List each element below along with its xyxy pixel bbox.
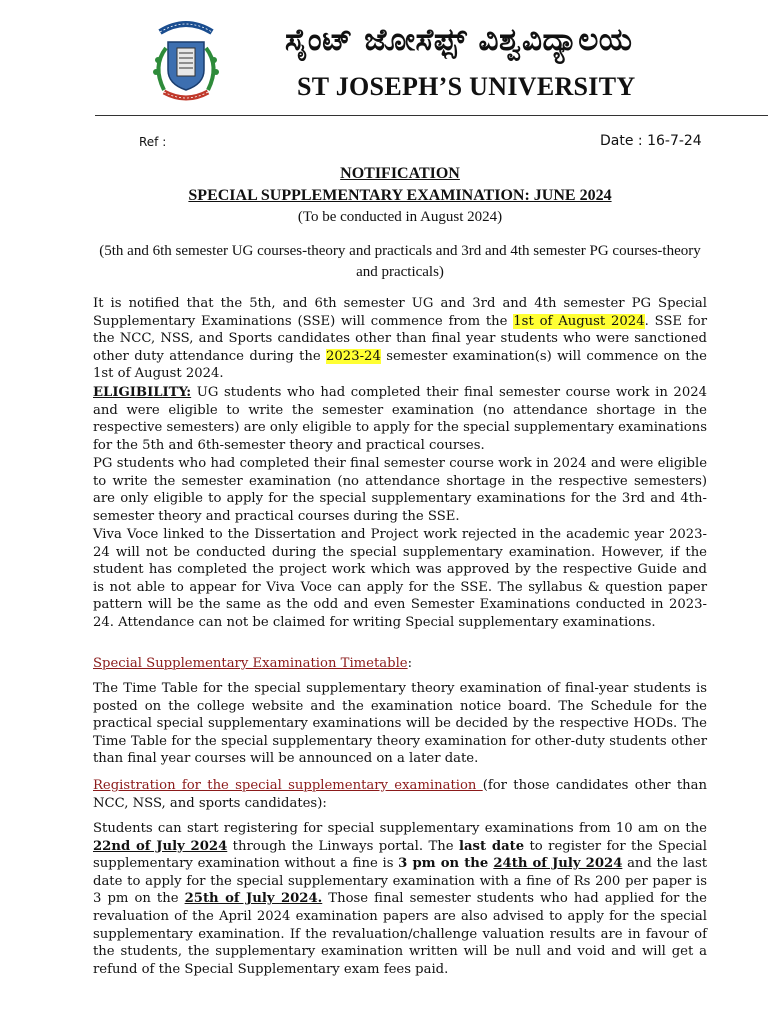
registration-title-rest: (for those candidates other than NCC, NSS, and sports candidates): bbox=[93, 778, 707, 811]
university-name-kannada: ಸೈಂಟ್ ಜೋಸೆಫ್ಸ್ ವಿಶ್ವವಿದ್ಯಾಲಯ bbox=[285, 22, 633, 58]
registration-text-4: and the last date to apply for the special supplementary examination with a fine of Rs 200 per paper is 3 pm on the bbox=[93, 856, 708, 907]
timetable-heading bbox=[93, 655, 707, 673]
timetable-paragraph bbox=[93, 680, 707, 768]
university-crest-logo bbox=[146, 18, 226, 106]
exam-title: SPECIAL SUPPLEMENTARY EXAMINATION: JUNE 2024 bbox=[188, 187, 612, 204]
pg-eligibility-paragraph bbox=[93, 455, 707, 525]
deadline-date-with-fine: 25th of July 2024. bbox=[184, 891, 323, 907]
pg-eligibility-text: PG students who had completed their final semester course work in 2024 and were eligible to write the semester examination (no attendance shortage in the respective semesters) are only eligible to apply for the special supplementary examinations for the 3rd and 4th-semester theory and practical courses during the SSE. bbox=[93, 456, 707, 524]
intro-text-b: . SSE for the NCC, NSS, and Sports candidates other than final year students who were sanctioned other duty attendance during the bbox=[93, 313, 707, 364]
last-date-label: last date bbox=[458, 838, 525, 854]
academic-year-highlight: 2023-24 bbox=[326, 348, 381, 364]
intro-paragraph bbox=[93, 295, 707, 383]
university-name-english: ST JOSEPH’S UNIVERSITY bbox=[297, 72, 636, 101]
intro-text-a: It is notified that the 5th, and 6th semester UG and 3rd and 4th semester PG Special Supplementary Examinations (SSE) will commence from the bbox=[93, 296, 707, 329]
registration-title: Registration for the special supplementary examination bbox=[93, 778, 483, 793]
courses-note: (5th and 6th semester UG courses-theory and practicals and 3rd and 4th semester PG courses-theory and practicals) bbox=[99, 243, 701, 280]
commence-date-highlight: 1st of August 2024 bbox=[513, 313, 645, 329]
notification-heading: NOTIFICATION bbox=[340, 165, 460, 182]
eligibility-label: ELIGIBILITY: bbox=[93, 385, 192, 400]
deadline-time: 3 pm on the bbox=[398, 856, 494, 872]
eligibility-paragraph bbox=[93, 384, 707, 454]
notice-date: Date : 16-7-24 bbox=[600, 133, 702, 149]
timetable-title: Special Supplementary Examination Timetable bbox=[93, 656, 408, 671]
registration-text-2: through the Linways portal. The bbox=[227, 838, 459, 854]
conducted-note: (To be conducted in August 2024) bbox=[297, 209, 503, 225]
reference-label: Ref : bbox=[139, 135, 167, 149]
registration-start-date: 22nd of July 2024 bbox=[93, 838, 228, 854]
deadline-date-no-fine: 24th of July 2024 bbox=[493, 856, 623, 872]
intro-text-c: semester examination(s) will commence on the 1st of August 2024. bbox=[93, 348, 707, 382]
viva-voce-text: Viva Voce linked to the Dissertation and Project work rejected in the academic year 2023-24 will not be conducted during the special supplementary examination. However, if the student has completed the project work which was approved by the respective Guide and is not able to appear for Viva Voce can apply for the SSE. The syllabus & question paper pattern will be the same as the odd and even Semester Examinations conducted in 2023-24. Attendance can not be claimed for writing Special supplementary examinations. bbox=[93, 527, 707, 630]
timetable-text: The Time Table for the special supplementary theory examination of final-year students is posted on the college website and the examination notice board. The Schedule for the practical special supplementary examinations will be decided by the respective HODs. The Time Table for the special supplementary theory examination for other-duty students other than final year courses will be announced on a later date. bbox=[93, 681, 707, 767]
timetable-colon: : bbox=[407, 656, 413, 671]
viva-voce-paragraph bbox=[93, 526, 707, 632]
registration-paragraph bbox=[93, 820, 707, 978]
registration-text-5: Those final semester students who had applied for the revaluation of the April 2024 examination papers are also advised to apply for the special supplementary examination. If the revaluation/challenge valuation results are in favour of the students, the supplementary examination written will be null and void and will get a refund of the Special Supplementary exam fees paid. bbox=[93, 891, 707, 977]
registration-text-1: Students can start registering for special supplementary examinations from 10 am on the bbox=[93, 821, 707, 836]
registration-text-3: to register for the Special supplementary examination without a fine is bbox=[93, 838, 707, 872]
registration-heading bbox=[93, 777, 707, 812]
eligibility-text: UG students who had completed their final semester course work in 2024 and were eligible to write the semester examination (no attendance shortage in the respective semesters) are only eligible to apply for the special supplementary examinations for the 5th and 6th-semester theory and practical courses. bbox=[93, 385, 707, 453]
header-divider bbox=[95, 115, 768, 116]
letterhead bbox=[0, 0, 768, 117]
